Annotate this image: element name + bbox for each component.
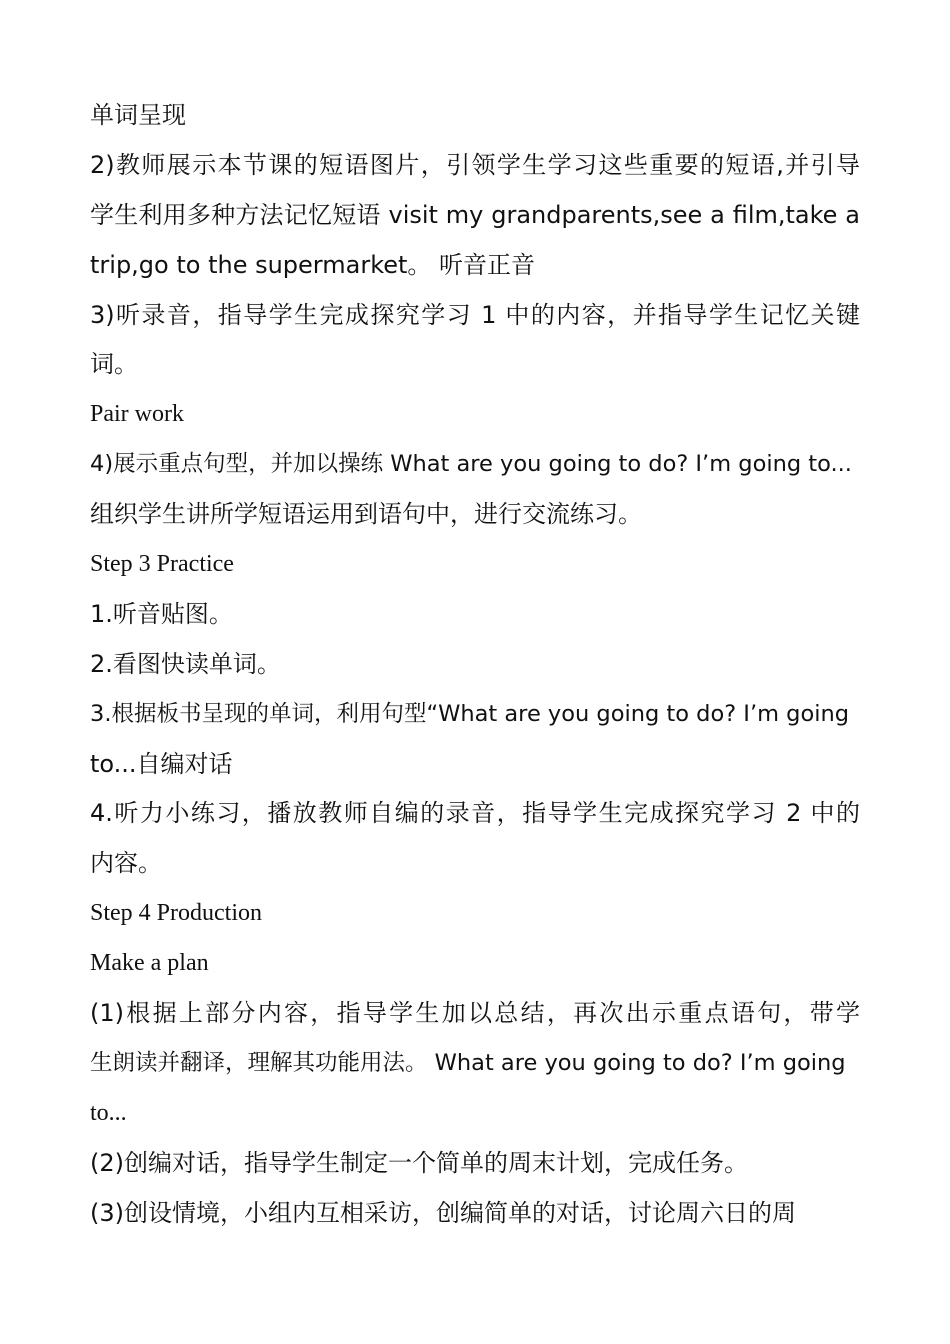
text-line-1: 单词呈现 — [90, 101, 186, 129]
text-line-9: 组织学生讲所学短语运用到语句中，进行交流练习。 — [90, 500, 642, 529]
document-page — [90, 91, 860, 1238]
text-line-21: to... — [90, 1099, 127, 1126]
text-line-6: 词。 — [90, 350, 138, 379]
section-heading-make-a-plan: Make a plan — [90, 950, 209, 977]
text-line-12: 2.看图快读单词。 — [90, 649, 281, 678]
text-line-5: 3)听录音，指导学生完成探究学习 1 中的内容，并指导学生记忆关键 — [90, 300, 860, 329]
text-line-4: trip,go to the supermarket。 听音正音 — [90, 250, 536, 279]
section-heading-step-4: Step 4 Production — [90, 900, 262, 927]
text-line-22: (2)创编对话，指导学生制定一个简单的周末计划，完成任务。 — [90, 1148, 748, 1177]
text-line-20: 生朗读并翻译，理解其功能用法。 What are you going to do? I’m going — [90, 1049, 846, 1076]
text-line-23: (3)创设情境，小组内互相采访，创编简单的对话，讨论周六日的周 — [90, 1198, 796, 1227]
text-line-14: to...自编对话 — [90, 749, 233, 778]
text-line-19: (1)根据上部分内容，指导学生加以总结，再次出示重点语句，带学 — [90, 999, 860, 1028]
section-heading-step-3: Step 3 Practice — [90, 551, 234, 578]
section-heading-pair-work: Pair work — [90, 401, 184, 428]
text-line-3: 学生利用多种方法记忆短语 visit my grandparents,see a film,take a — [90, 200, 860, 229]
text-line-8: 4)展示重点句型，并加以操练 What are you going to do? I’m going to... — [90, 451, 852, 478]
text-line-13: 3.根据板书呈现的单词，利用句型“What are you going to do? I’m going — [90, 700, 850, 727]
text-line-15: 4.听力小练习，播放教师自编的录音，指导学生完成探究学习 2 中的 — [90, 799, 860, 828]
text-line-11: 1.听音贴图。 — [90, 599, 233, 628]
text-line-2: 2)教师展示本节课的短语图片，引领学生学习这些重要的短语,并引导 — [90, 150, 860, 179]
text-line-16: 内容。 — [90, 849, 162, 878]
